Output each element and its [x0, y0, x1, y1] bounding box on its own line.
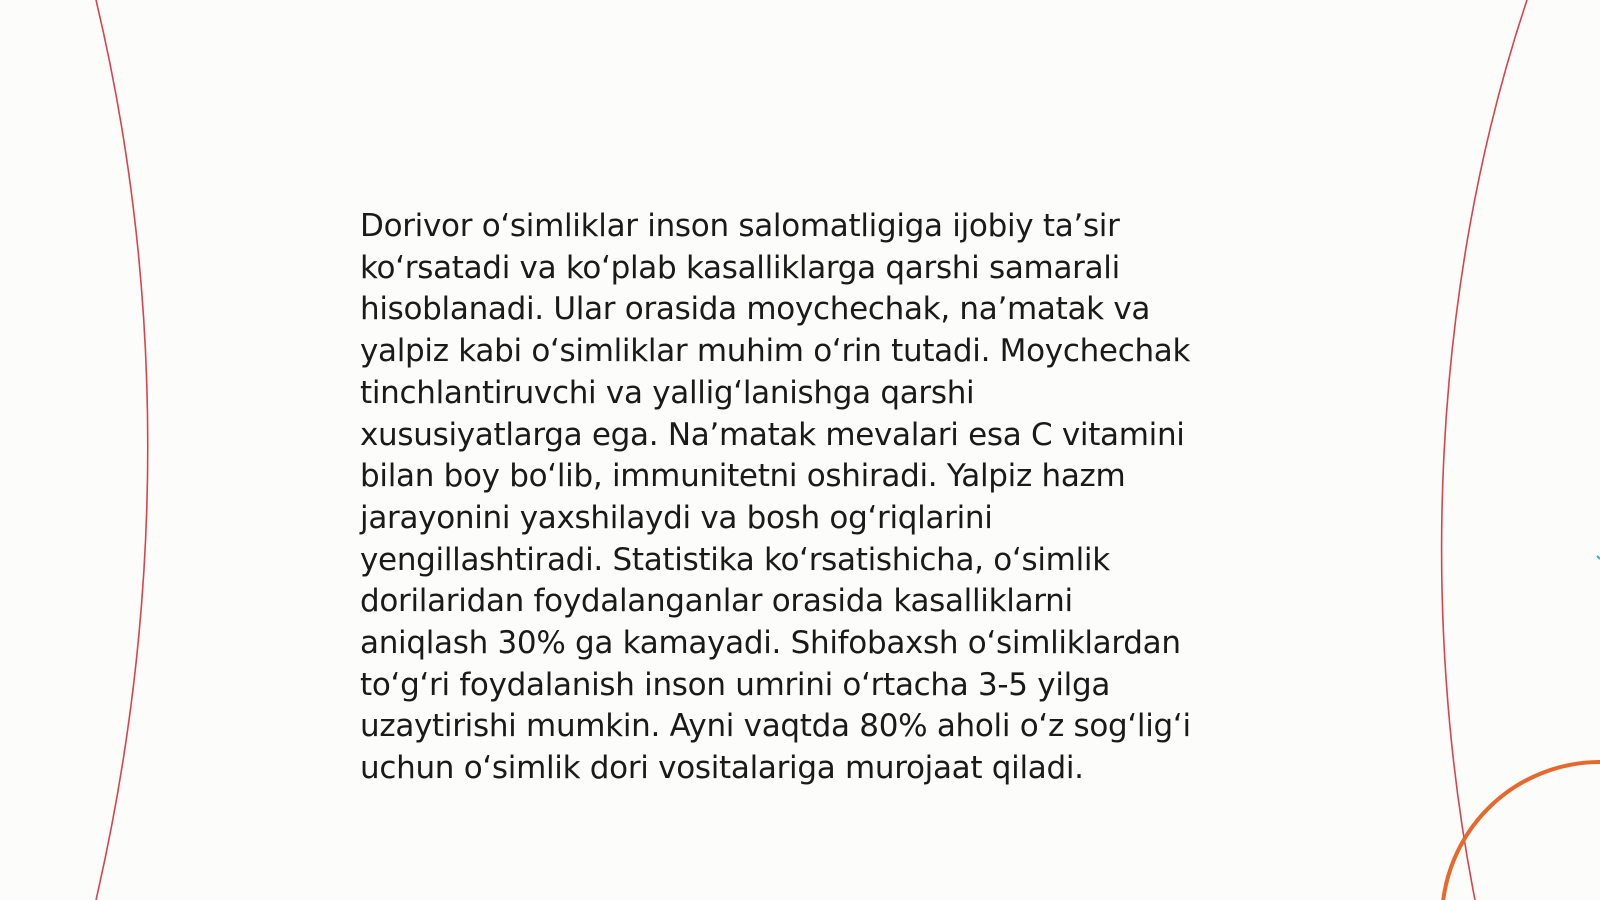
paragraph-line: yalpiz kabi o‘simliklar muhim o‘rin tutadi. Moychechak [360, 333, 1191, 370]
paragraph-line: ko‘rsatadi va ko‘plab kasalliklarga qarshi samarali [360, 249, 1120, 286]
paragraph-line: yengillashtiradi. Statistika ko‘rsatishicha, o‘simlik [360, 541, 1110, 578]
left-curve-line [96, 0, 148, 900]
paragraph-line: hisoblanadi. Ular orasida moychechak, na’matak va [360, 291, 1151, 328]
corner-accent-arc [1442, 762, 1600, 900]
paragraph-line: aniqlash 30% ga kamayadi. Shifobaxsh o‘simliklardan [360, 625, 1181, 662]
paragraph-line: tinchlantiruvchi va yallig‘lanishga qarshi [360, 374, 975, 411]
paragraph-line: xususiyatlarga ega. Na’matak mevalari esa C vitamini [360, 416, 1185, 453]
paragraph-line: dorilaridan foydalanganlar orasida kasalliklarni [360, 583, 1073, 620]
paragraph-line: uzaytirishi mumkin. Ayni vaqtda 80% aholi o‘z sog‘lig‘i [360, 708, 1191, 745]
paragraph-line: to‘g‘ri foydalanish inson umrini o‘rtacha 3-5 yilga [360, 666, 1111, 703]
paragraph-line: Dorivor o‘simliklar inson salomatligiga ijobiy ta’sir [360, 208, 1120, 244]
right-curve-line [1442, 0, 1527, 900]
paragraph-line: bilan boy bo‘lib, immunitetni oshiradi. Yalpiz hazm [360, 458, 1126, 495]
paragraph-line: uchun o‘simlik dori vositalariga murojaat qiladi. [360, 750, 1084, 787]
body-paragraph [360, 206, 1240, 790]
paragraph-line: jarayonini yaxshilaydi va bosh og‘riqlarini [360, 499, 993, 536]
